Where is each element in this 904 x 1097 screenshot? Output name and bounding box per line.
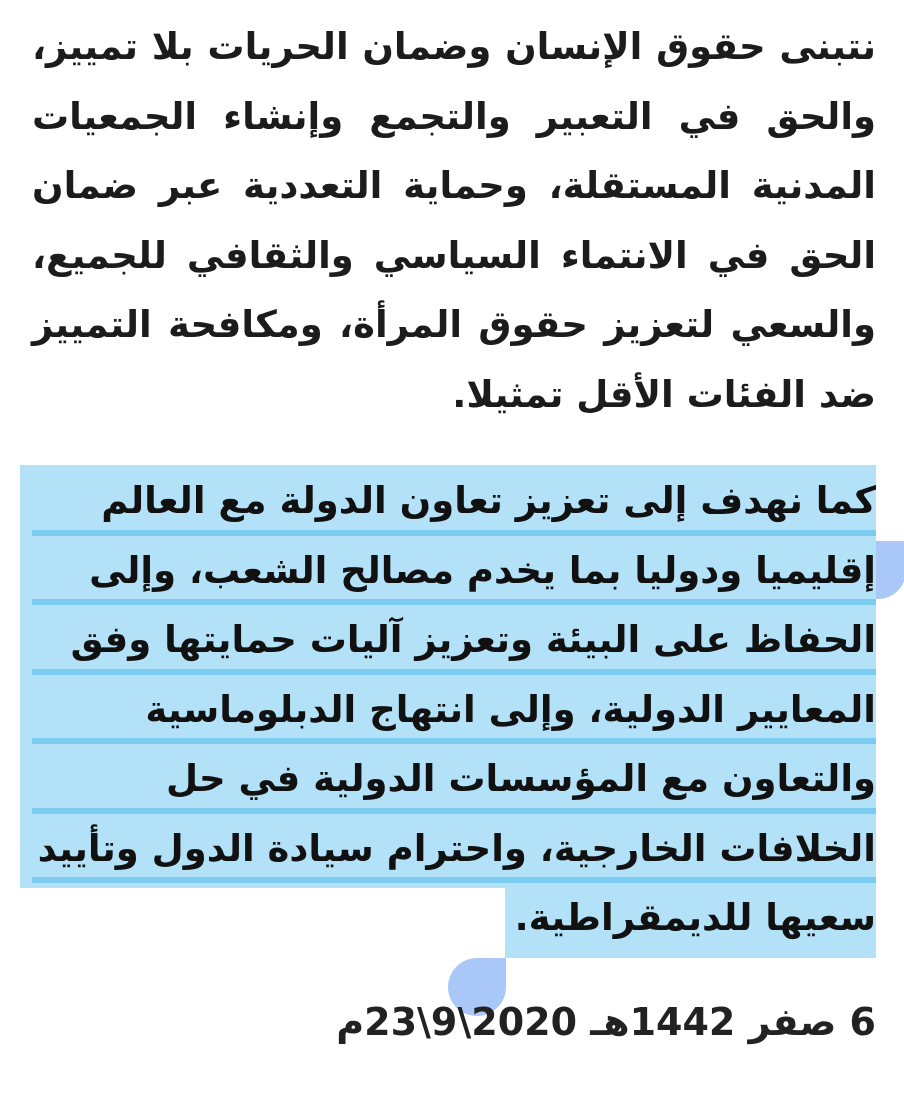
paragraph-foreign-relations-selected[interactable] <box>32 466 876 947</box>
selected-text-line: إقليميا ودوليا بما يخدم مصالح الشعب، وإلى <box>32 536 876 606</box>
paragraph-human-rights: نتبنى حقوق الإنسان وضمان الحريات بلا تمييز، والحق في التعبير والتجمع وإنشاء الجمعيات المدنية المستقلة، وحماية التعددية عبر ضمان الحق في الانتماء السياسي والثقافي للجميع، والسعي لتعزيز حقوق المرأة، ومكافحة التمييز ضد الفئات الأقل تمثيلا. <box>32 25 876 416</box>
publication-date: 6 صفر 1442هـ 2020\9\23م <box>336 1000 876 1044</box>
selected-text-line: كما نهدف إلى تعزيز تعاون الدولة مع العالم <box>32 466 876 536</box>
selected-text-line: الحفاظ على البيئة وتعزيز آليات حمايتها وفق <box>32 605 876 675</box>
selection-start-handle[interactable] <box>876 541 904 599</box>
selected-text-line: والتعاون مع المؤسسات الدولية في حل <box>32 744 876 814</box>
selected-text-line: المعايير الدولية، وإلى انتهاج الدبلوماسية <box>32 675 876 745</box>
selected-text-line: الخلافات الخارجية، واحترام سيادة الدول وتأييد <box>32 814 876 884</box>
selected-text-line: سعيها للديمقراطية. <box>514 896 876 939</box>
